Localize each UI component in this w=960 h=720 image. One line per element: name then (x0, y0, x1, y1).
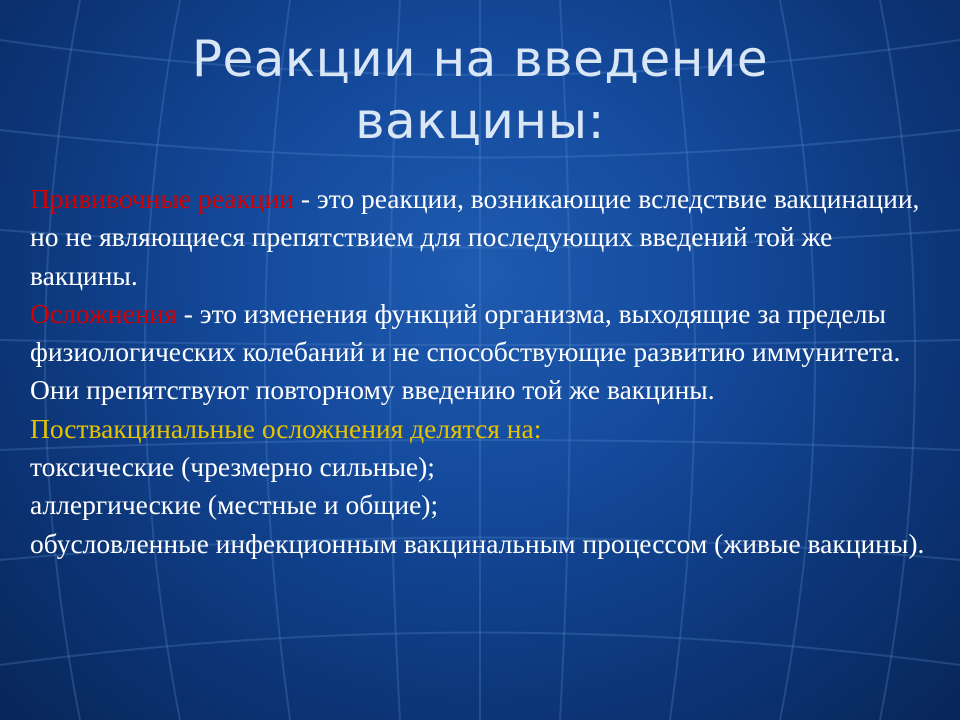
list-item-allergic: аллергические (местные и общие); (30, 489, 439, 521)
paragraph-vaccination-reactions (30, 180, 935, 295)
slide-title (0, 28, 960, 152)
term-complications: Осложнения (30, 297, 177, 329)
slide-body (30, 180, 935, 563)
term-vaccination-reactions: Прививочные реакции (30, 183, 294, 214)
title-line-2: вакцины: (355, 92, 605, 150)
title-line-1: Реакции на введение (191, 30, 769, 88)
paragraph-complications (30, 295, 935, 410)
definition-complications: - это изменения функций организма, выходящие за пределы физиологических колебаний и не способствующие развитию иммунитета. Они препятствуют повторному введению той же вакцины. (30, 297, 901, 406)
definition-vaccination-reactions: - это реакции, возникающие вследствие вакцинации, но не являющиеся препятствием для последующих введений той же вакцины. (30, 183, 920, 291)
complications-heading: Поствакцинальные осложнения делятся на: (30, 412, 542, 444)
list-item-infectious: обусловленные инфекционным вакцинальным процессом (живые вакцины). (30, 527, 925, 559)
list-item-toxic: токсические (чрезмерно сильные); (30, 451, 435, 483)
